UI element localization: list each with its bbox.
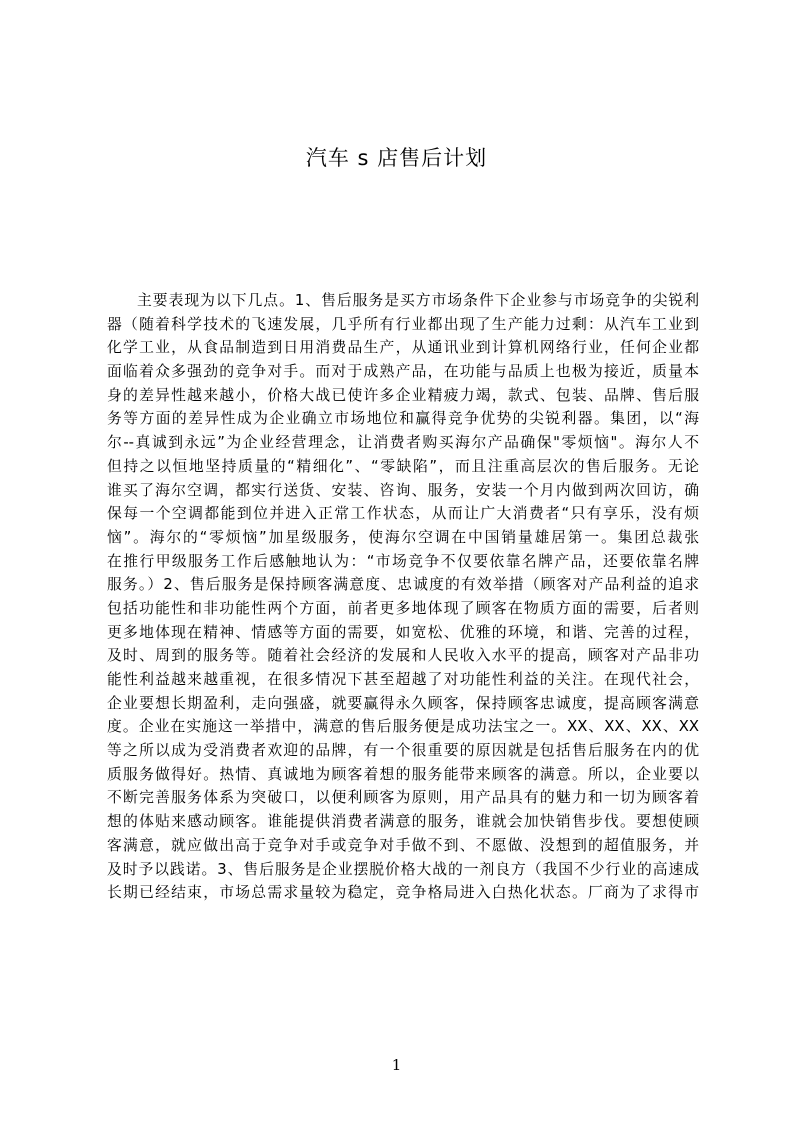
text-line: 客满意，就应做出高于竞争对手或竞争对手做不到、不愿做、没想到的超值服务，并	[107, 836, 699, 854]
page-number: 1	[391, 1056, 402, 1074]
text-line: 想的体贴来感动顾客。谁能提供消费者满意的服务，谁就会加快销售步伐。要想使顾	[107, 813, 699, 831]
text-line: 长期已经结束，市场总需求量较为稳定，竞争格局进入白热化状态。厂商为了求得市	[107, 884, 699, 902]
text-line: 身的差异性越来越小，价格大战已使许多企业精疲力竭，款式、包装、品牌、售后服	[107, 386, 699, 404]
text-line: 面临着众多强劲的竞争对手。而对于成熟产品，在功能与品质上也极为接近，质量本	[107, 363, 699, 381]
text-line: 化学工业，从食品制造到日用消费品生产，从通讯业到计算机网络行业，任何企业都	[107, 339, 699, 357]
text-line: 质服务做得好。热情、真诚地为顾客着想的服务能带来顾客的满意。所以，企业要以	[107, 765, 699, 783]
text-line: 企业要想长期盈利，走向强盛，就要赢得永久顾客，保持顾客忠诚度，提高顾客满意	[107, 694, 699, 712]
text-line: 度。企业在实施这一举措中，满意的售后服务便是成功法宝之一。XX、XX、XX、XX	[107, 718, 699, 736]
text-line: 恼”。海尔的“零烦恼”加星级服务，使海尔空调在中国销量雄居第一。集团总裁张	[107, 528, 699, 546]
text-line: 在推行甲级服务工作后感触地认为：“市场竞争不仅要依靠名牌产品，还要依靠名牌	[107, 552, 699, 570]
text-line: 能性利益越来越重视，在很多情况下甚至超越了对功能性利益的关注。在现代社会，	[107, 671, 699, 688]
text-line: 器（随着科学技术的飞速发展，几乎所有行业都出现了生产能力过剩：从汽车工业到	[107, 315, 699, 333]
text-line: 主要表现为以下几点。1、售后服务是买方市场条件下企业参与市场竞争的尖锐利	[137, 292, 699, 309]
text-line: 谁买了海尔空调，都实行送货、安装、咨询、服务，安装一个月内做到两次回访，确	[107, 481, 699, 499]
text-line: 务等方面的差异性成为企业确立市场地位和赢得竞争优势的尖锐利器。集团，以“海	[107, 410, 699, 428]
text-line: 服务。）2、售后服务是保持顾客满意度、忠诚度的有效举措（顾客对产品利益的追求	[107, 576, 699, 594]
document-title: 汽车 s 店售后计划	[305, 146, 488, 170]
text-line: 及时予以践诺。3、售后服务是企业摆脱价格大战的一剂良方（我国不少行业的高速成	[107, 860, 699, 878]
text-line: 等之所以成为受消费者欢迎的品牌，有一个很重要的原因就是包括售后服务在内的优	[107, 742, 699, 760]
text-line: 但持之以恒地坚持质量的“精细化”、“零缺陷”，而且注重高层次的售后服务。无论	[107, 457, 699, 475]
text-line: 尔--真诚到永远”为企业经营理念，让消费者购买海尔产品确保"零烦恼"。海尔人不	[107, 434, 699, 452]
text-line: 保每一个空调都能到位并进入正常工作状态，从而让广大消费者“只有享乐，没有烦	[107, 505, 699, 523]
body-text	[107, 289, 699, 989]
text-line: 包括功能性和非功能性两个方面，前者更多地体现了顾客在物质方面的需要，后者则	[107, 599, 699, 617]
text-line: 不断完善服务体系为突破口，以便利顾客为原则，用产品具有的魅力和一切为顾客着	[107, 789, 699, 807]
text-line: 更多地体现在精神、情感等方面的需要，如宽松、优雅的环境，和谐、完善的过程，	[107, 623, 699, 641]
text-line: 及时、周到的服务等。随着社会经济的发展和人民收入水平的提高，顾客对产品非功	[107, 647, 699, 665]
